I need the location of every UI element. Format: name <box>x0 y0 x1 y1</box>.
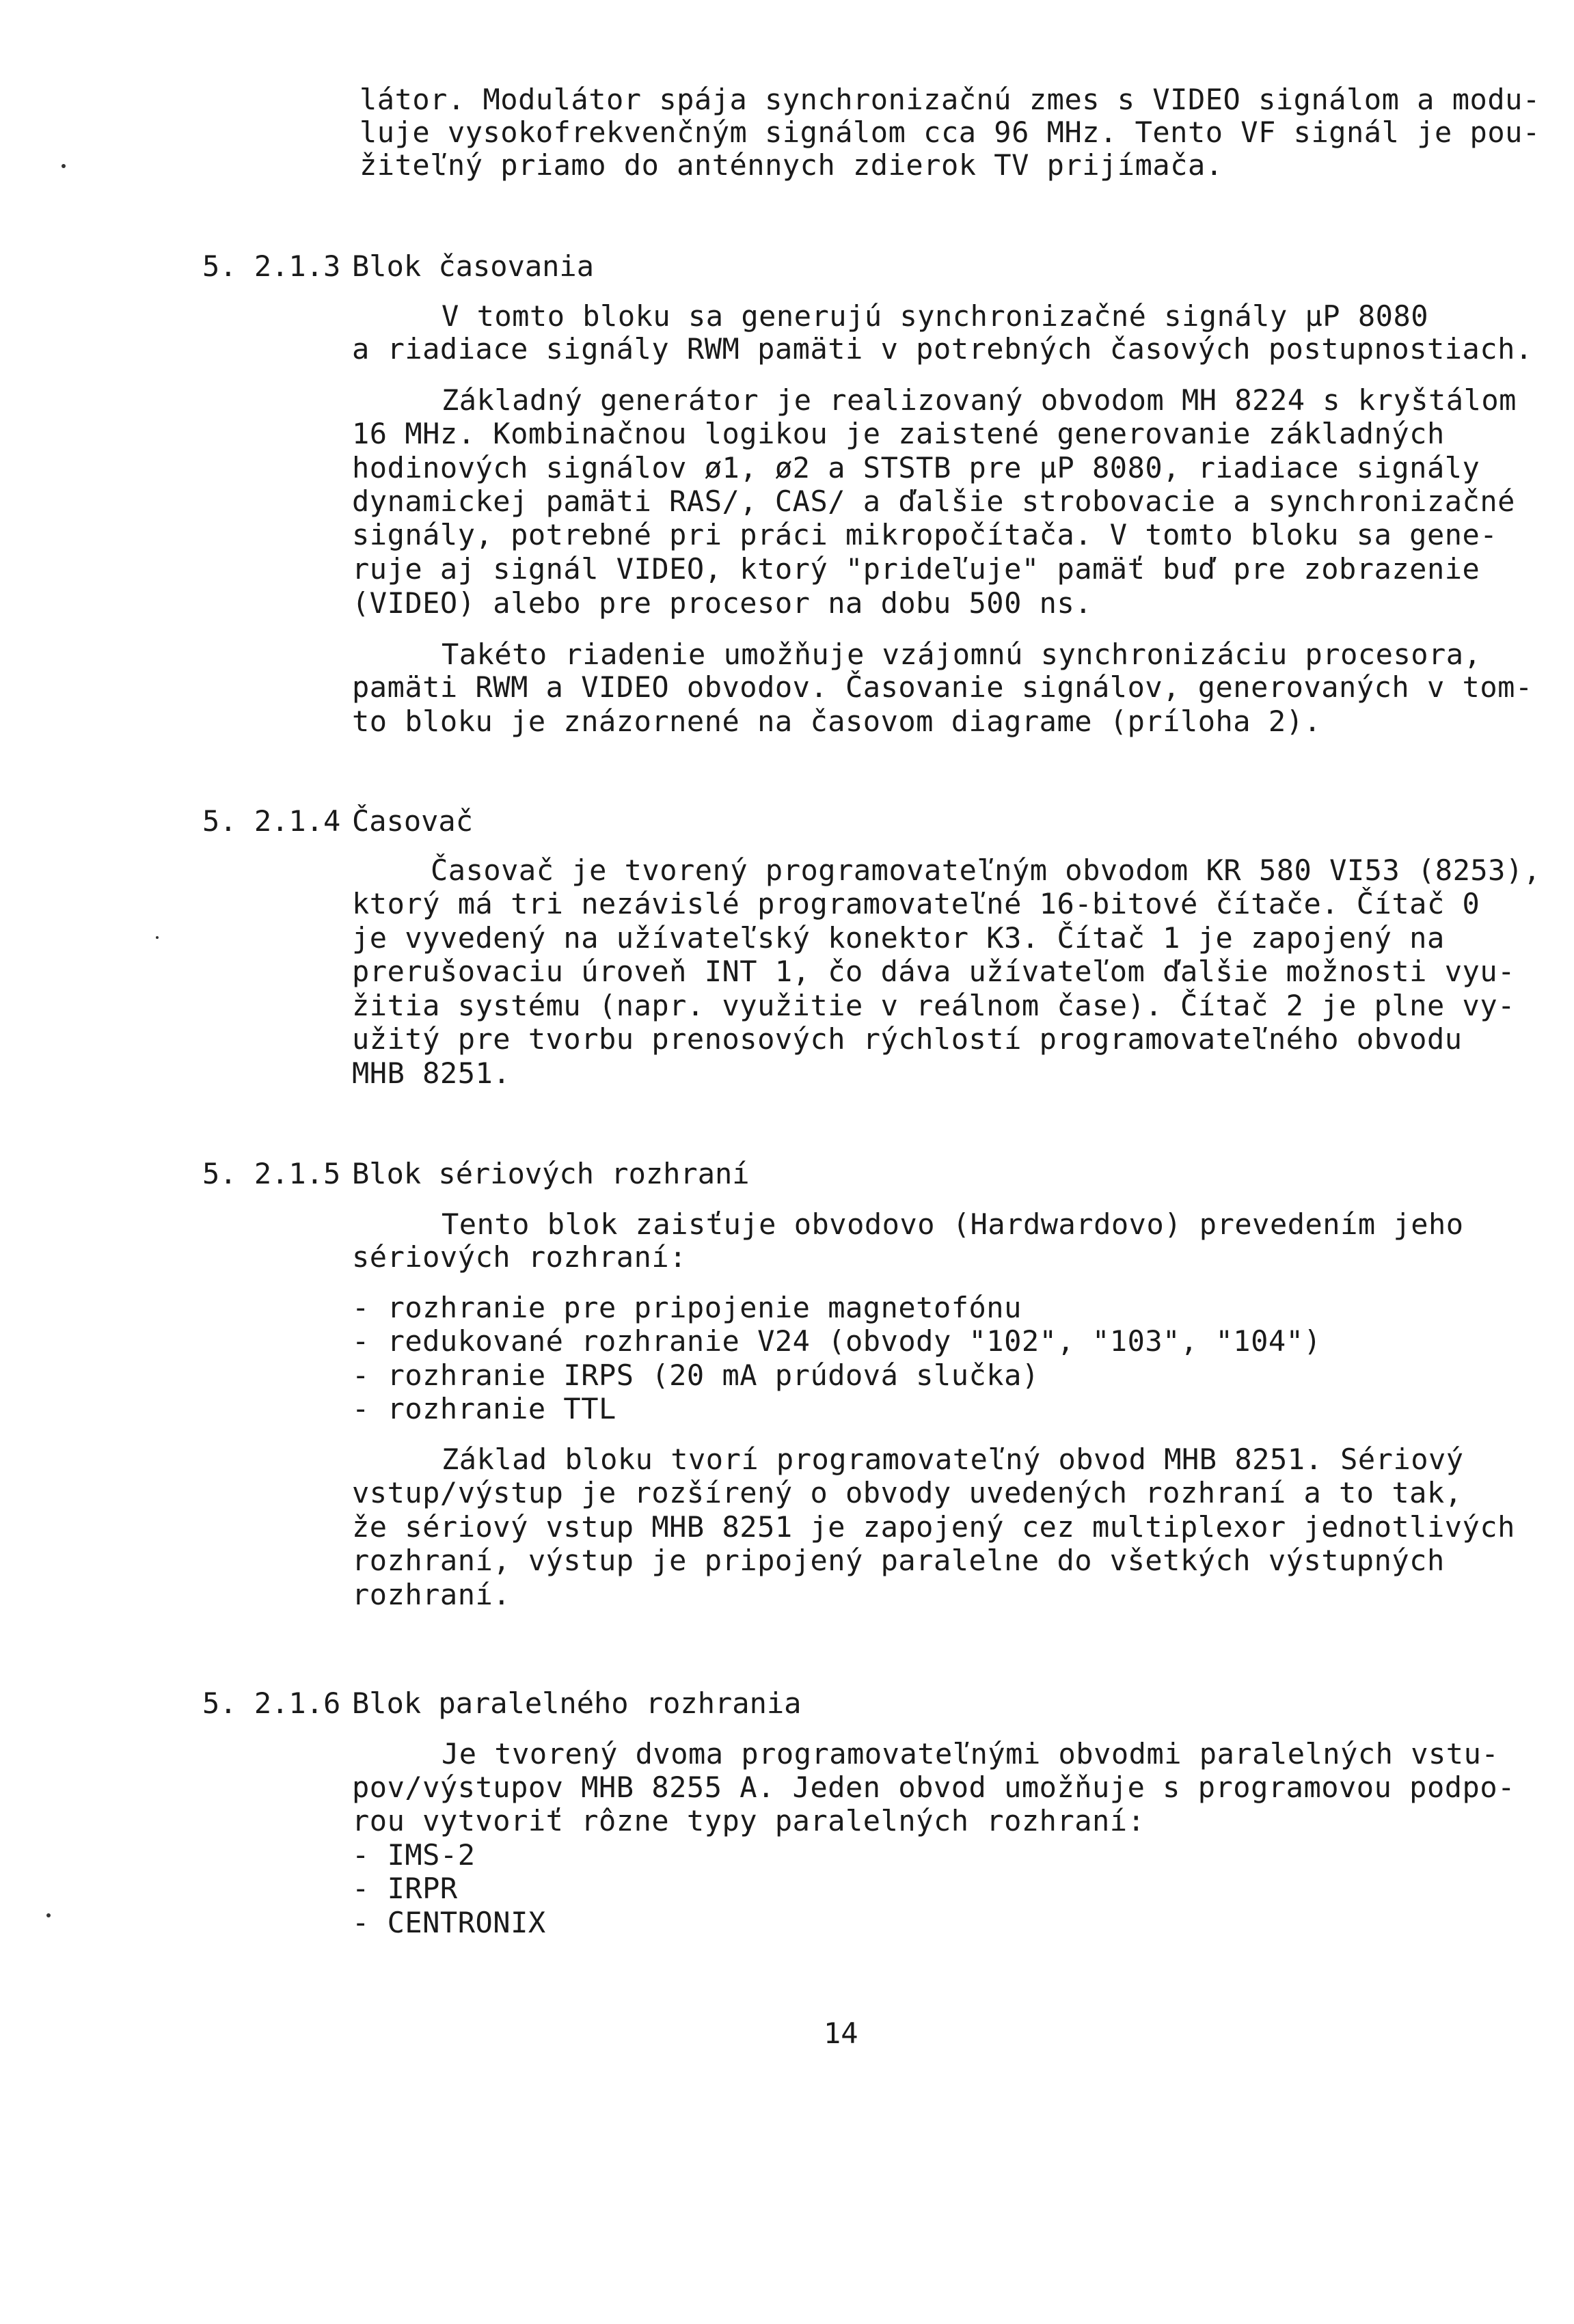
section-title: Blok paralelného rozhrania <box>352 1686 802 1720</box>
paragraph-line: to bloku je znázornené na časovom diagrame (príloha 2). <box>352 705 1322 738</box>
list-item: - CENTRONIX <box>352 1906 546 1939</box>
paragraph-line: (VIDEO) alebo pre procesor na dobu 500 ns. <box>352 586 1093 620</box>
paragraph-line: hodinových signálov ø1, ø2 a STSTB pre µP 8080, riadiace signály <box>352 451 1480 484</box>
paragraph-line: Základ bloku tvorí programovateľný obvod MHB 8251. Sériový <box>442 1443 1464 1476</box>
list-item: - rozhranie IRPS (20 mA prúdová slučka) <box>352 1358 1040 1392</box>
list-item: - IRPR <box>352 1872 458 1905</box>
paragraph-line: V tomto bloku sa generujú synchronizačné signály µP 8080 <box>442 299 1429 333</box>
paragraph-line: užitý pre tvorbu prenosových rýchlostí programovateľného obvodu <box>352 1022 1463 1056</box>
paragraph-line: Tento blok zaisťuje obvodovo (Hardwardovo) prevedením jeho <box>442 1207 1464 1241</box>
scan-speck <box>46 1913 51 1917</box>
section-number: 5. 2.1.5 <box>202 1157 341 1190</box>
list-item: - redukované rozhranie V24 (obvody "102", "103", "104") <box>352 1324 1322 1358</box>
list-item: - rozhranie pre pripojenie magnetofónu <box>352 1291 1022 1324</box>
scan-speck <box>62 164 66 168</box>
paragraph-line: že sériový vstup MHB 8251 je zapojený cez multiplexor jednotlivých <box>352 1510 1515 1544</box>
paragraph-line: rozhraní, výstup je pripojený paralelne do všetkých výstupných <box>352 1544 1445 1577</box>
paragraph-line: sériových rozhraní: <box>352 1240 687 1274</box>
paragraph-line: je vyvedený na užívateľský konektor K3. Čítač 1 je zapojený na <box>352 921 1445 955</box>
paragraph-line: Je tvorený dvoma programovateľnými obvodmi paralelných vstu- <box>442 1737 1500 1771</box>
section-title: Časovač <box>352 804 474 838</box>
list-item: - IMS-2 <box>352 1838 476 1872</box>
paragraph-line: rozhraní. <box>352 1578 511 1611</box>
intro-line: žiteľný priamo do anténnych zdierok TV prijímača. <box>359 148 1223 182</box>
paragraph-line: prerušovaciu úroveň INT 1, čo dáva užívateľom ďalšie možnosti vyu- <box>352 955 1515 988</box>
paragraph-line: ktorý má tri nezávislé programovateľné 16-bitové čítače. Čítač 0 <box>352 887 1480 920</box>
paragraph-line: dynamickej pamäti RAS/, CAS/ a ďalšie strobovacie a synchronizačné <box>352 484 1515 518</box>
section-number: 5. 2.1.4 <box>202 804 341 838</box>
paragraph-line: Základný generátor je realizovaný obvodom MH 8224 s kryštálom <box>442 383 1517 417</box>
intro-line: látor. Modulátor spája synchronizačnú zmes s VIDEO signálom a modu- <box>359 83 1541 116</box>
paragraph-line: žitia systému (napr. využitie v reálnom čase). Čítač 2 je plne vy- <box>352 989 1515 1022</box>
paragraph-line: signály, potrebné pri práci mikropočítača. V tomto bloku sa gene- <box>352 518 1498 551</box>
list-item: - rozhranie TTL <box>352 1392 616 1425</box>
paragraph-line: ruje aj signál VIDEO, ktorý "prideľuje" pamäť buď pre zobrazenie <box>352 552 1480 586</box>
paragraph-line: Časovač je tvorený programovateľným obvodom KR 580 VI53 (8253), <box>431 853 1541 887</box>
paragraph-line: 16 MHz. Kombinačnou logikou je zaistené generovanie základných <box>352 417 1445 450</box>
section-title: Blok sériových rozhraní <box>352 1157 750 1190</box>
paragraph-line: pov/výstupov MHB 8255 A. Jeden obvod umožňuje s programovou podpo- <box>352 1771 1515 1804</box>
page-number: 14 <box>824 2017 858 2050</box>
paragraph-line: rou vytvoriť rôzne typy paralelných rozhraní: <box>352 1804 1145 1837</box>
section-title: Blok časovania <box>352 249 595 283</box>
paragraph-line: pamäti RWM a VIDEO obvodov. Časovanie signálov, generovaných v tom- <box>352 670 1533 704</box>
section-number: 5. 2.1.6 <box>202 1686 341 1720</box>
paragraph-line: MHB 8251. <box>352 1056 511 1090</box>
paragraph-line: vstup/výstup je rozšírený o obvody uvedených rozhraní a to tak, <box>352 1476 1463 1509</box>
scan-speck <box>156 936 159 939</box>
paragraph-line: a riadiace signály RWM pamäti v potrebných časových postupnostiach. <box>352 332 1533 366</box>
intro-line: luje vysokofrekvenčným signálom cca 96 MHz. Tento VF signál je pou- <box>359 115 1541 149</box>
paragraph-line: Takéto riadenie umožňuje vzájomnú synchronizáciu procesora, <box>442 638 1482 671</box>
section-number: 5. 2.1.3 <box>202 249 341 283</box>
